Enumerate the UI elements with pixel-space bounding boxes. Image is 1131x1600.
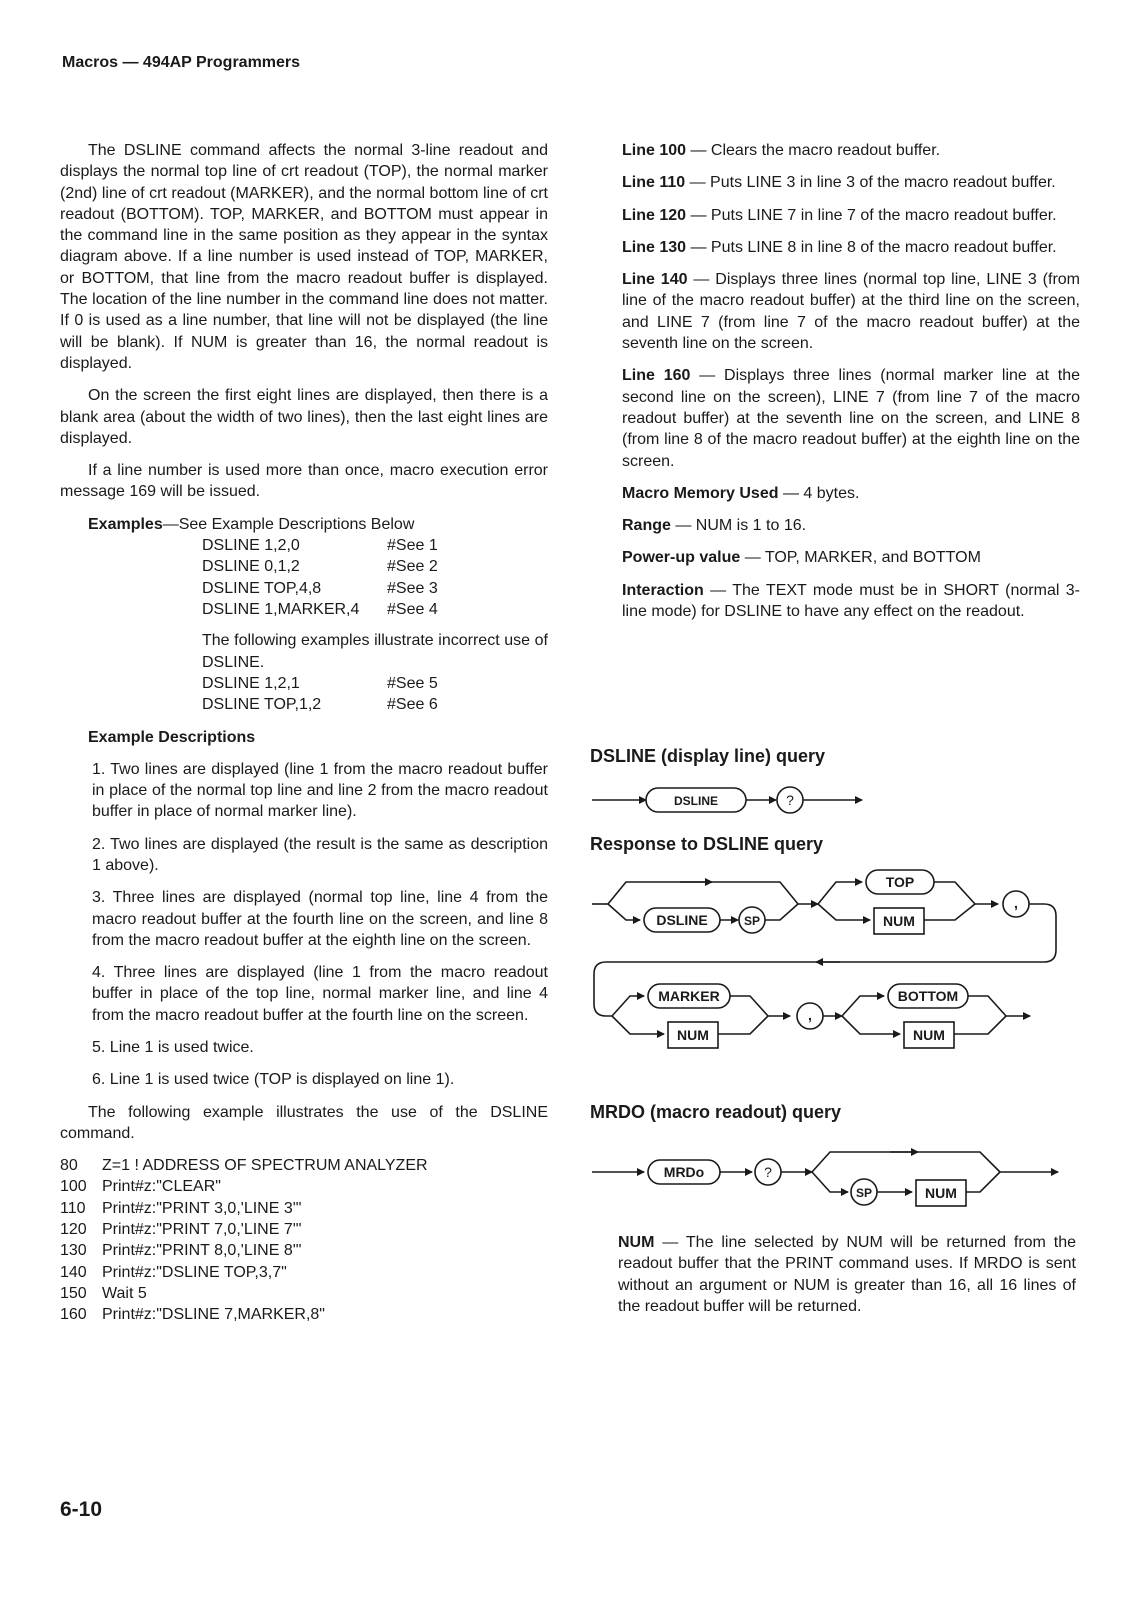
line-explanation: Line 100 — Clears the macro readout buffer. bbox=[622, 142, 941, 159]
dsline-label: DSLINE bbox=[656, 912, 708, 928]
dsline-query-title: DSLINE (display line) query bbox=[590, 746, 826, 766]
comma-label: , bbox=[808, 1007, 812, 1023]
examples-heading: Examples—See Example Descriptions Below bbox=[88, 515, 415, 533]
line-explanation: Line 120 — Puts LINE 7 in line 7 of the macro readout buffer. bbox=[622, 206, 1057, 224]
description-item: 3. Three lines are displayed (normal top line, line 4 from the macro readout buffer at the fourth line on the screen, and line 8 from the macro readout buffer at the eighth line on the screen. bbox=[92, 889, 548, 949]
mrdo-query-title: MRDO (macro readout) query bbox=[590, 1102, 842, 1122]
line-explanation: Line 140 — Displays three lines (normal top line, LINE 3 (from line of the macro readout buffer) at the third line on the screen, and LINE 7 (from line 7 of the macro readout buffer) at the seventh line on the screen. bbox=[622, 271, 1081, 353]
example-row: DSLINE 1,2,0 #See 1 bbox=[202, 537, 438, 555]
paragraph: If a line number is used more than once, macro execution error message 169 will be issued. bbox=[60, 462, 548, 501]
interaction: Interaction — The TEXT mode must be in SHORT (normal 3-line mode) for DSLINE to have any effect on the readout. bbox=[622, 581, 1080, 621]
program-line: 110 Print#z:"PRINT 3,0,'LINE 3'" bbox=[60, 1199, 302, 1217]
question-mark-label: ? bbox=[764, 1164, 772, 1180]
example-row: DSLINE TOP,4,8 #See 3 bbox=[202, 579, 438, 597]
program-line: 120 Print#z:"PRINT 7,0,'LINE 7'" bbox=[60, 1221, 302, 1239]
program-line: 160 Print#z:"DSLINE 7,MARKER,8" bbox=[60, 1306, 325, 1324]
program-line: 80 Z=1 ! ADDRESS OF SPECTRUM ANALYZER bbox=[60, 1157, 428, 1175]
num-label: NUM bbox=[913, 1027, 945, 1043]
page-number: 6-10 bbox=[60, 1498, 103, 1521]
power-up-value: Power-up value — TOP, MARKER, and BOTTOM bbox=[622, 549, 981, 567]
comma-label: , bbox=[1014, 895, 1018, 911]
description-item: 2. Two lines are displayed (the result is the same as description 1 above). bbox=[92, 835, 548, 874]
sp-label: SP bbox=[743, 914, 761, 928]
sp-label: SP bbox=[855, 1186, 873, 1200]
example-descriptions-heading: Example Descriptions bbox=[88, 729, 256, 747]
response-title: Response to DSLINE query bbox=[590, 834, 824, 854]
description-item: 1. Two lines are displayed (line 1 from the macro readout buffer in place of the normal top line and line 2 from the macro readout buffer in place of normal marker line). bbox=[92, 760, 548, 821]
num-label: NUM bbox=[925, 1185, 957, 1201]
page-header: Macros — 494AP Programmers bbox=[62, 54, 301, 71]
mrdo-label: MRDo bbox=[663, 1164, 705, 1180]
description-item: 6. Line 1 is used twice (TOP is displayed on line 1). bbox=[92, 1071, 455, 1089]
line-explanation: Line 160 — Displays three lines (normal marker line at the second line on the screen), LINE 7 (from line 7 of the macro readout buffer) at the seventh line on the screen, and LINE 8 (from line 8 of the macro readout buffer) at the eighth line on the screen. bbox=[622, 367, 1081, 470]
marker-label: MARKER bbox=[658, 988, 720, 1004]
paragraph: The following example illustrates the use of the DSLINE command. bbox=[60, 1103, 548, 1142]
num-description: NUM — The line selected by NUM will be returned from the readout buffer that the PRINT command uses. If MRDO is sent without an argument or NUM is greater than 16, all 16 lines of the readout buffer will be returned. bbox=[618, 1234, 1076, 1315]
example-row: DSLINE TOP,1,2 #See 6 bbox=[202, 696, 438, 714]
range: Range — NUM is 1 to 16. bbox=[622, 517, 807, 535]
top-label: TOP bbox=[885, 874, 915, 890]
incorrect-note: The following examples illustrate incorrect use of DSLINE. bbox=[202, 632, 548, 671]
line-explanation: Line 130 — Puts LINE 8 in line 8 of the macro readout buffer. bbox=[622, 238, 1057, 256]
program-line: 150 Wait 5 bbox=[60, 1284, 147, 1302]
num-label: NUM bbox=[677, 1027, 709, 1043]
line-explanation: Line 110 — Puts LINE 3 in line 3 of the macro readout buffer. bbox=[622, 174, 1056, 192]
bottom-label: BOTTOM bbox=[897, 988, 959, 1004]
paragraph: The DSLINE command affects the normal 3-line readout and displays the normal top line of crt readout (TOP), the normal marker (2nd) line of crt readout (MARKER), and the normal bottom line of crt readout (BOTTOM). TOP, MARKER, and BOTTOM must appear in the command line in the same position as they appear in the syntax diagram above. If a line number is used instead of TOP, MARKER, or BOTTOM, that line from the macro readout buffer is displayed. The location of the line number in the command line does not matter. If 0 is used as a line number, that line will not be displayed (the line will be blank). If NUM is greater than 16, the normal readout is displayed. bbox=[60, 142, 548, 372]
program-line: 130 Print#z:"PRINT 8,0,'LINE 8'" bbox=[60, 1242, 302, 1260]
example-row: DSLINE 1,MARKER,4 #See 4 bbox=[202, 600, 438, 618]
example-row: DSLINE 0,1,2 #See 2 bbox=[202, 558, 438, 576]
description-item: 5. Line 1 is used twice. bbox=[92, 1038, 254, 1056]
program-line: 140 Print#z:"DSLINE TOP,3,7" bbox=[60, 1263, 287, 1281]
num-label: NUM bbox=[883, 913, 915, 929]
description-item: 4. Three lines are displayed (line 1 from the macro readout buffer in place of the top line, normal marker line, and line 4 from the macro readout buffer at the fourth line on the screen. bbox=[92, 964, 548, 1024]
memory-used: Macro Memory Used — 4 bytes. bbox=[622, 484, 860, 502]
question-mark-label: ? bbox=[786, 792, 794, 808]
dsline-keyword-label: DSLINE bbox=[673, 794, 719, 808]
program-line: 100 Print#z:"CLEAR" bbox=[60, 1178, 221, 1196]
paragraph: On the screen the first eight lines are displayed, then there is a blank area (about the width of two lines), then the last eight lines are displayed. bbox=[60, 387, 548, 447]
example-row: DSLINE 1,2,1 #See 5 bbox=[202, 674, 438, 692]
